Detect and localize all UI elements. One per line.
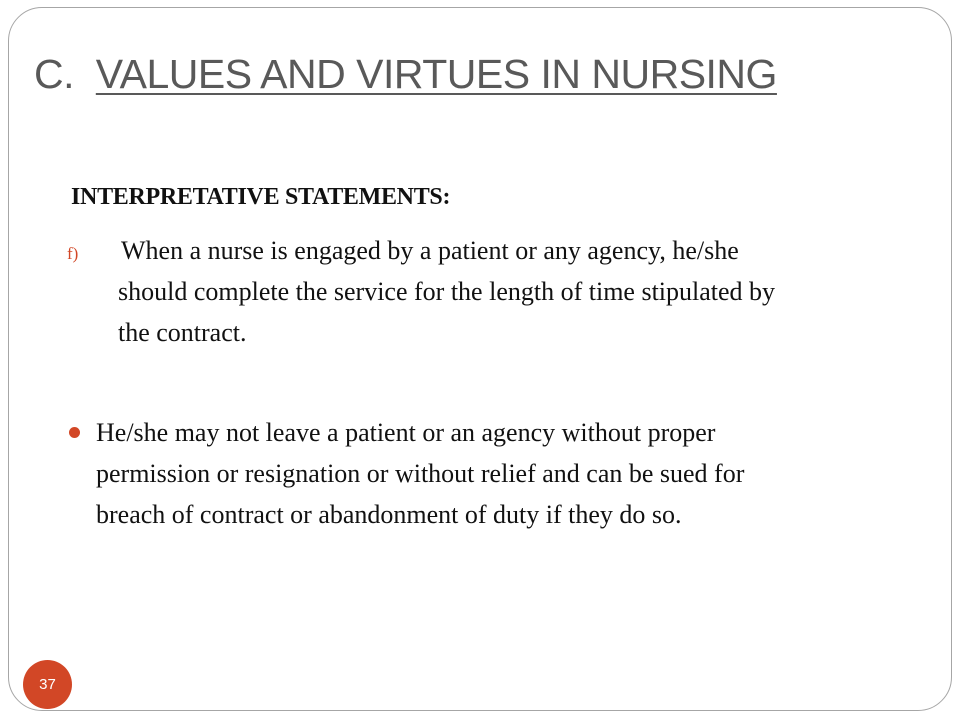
list-item-f bbox=[65, 230, 925, 353]
bullet-dot-icon bbox=[69, 427, 80, 438]
bullet-item bbox=[69, 412, 929, 535]
list-item-f-text bbox=[65, 230, 925, 353]
slide-number-badge: 37 bbox=[23, 660, 72, 709]
list-item-f-line-1: When a nurse is engaged by a patient or any agency, he/she bbox=[121, 236, 739, 265]
bullet-item-line-3: breach of contract or abandonment of duty if they do so. bbox=[96, 500, 682, 529]
title-prefix: C. bbox=[34, 51, 96, 97]
title-text: VALUES AND VIRTUES IN NURSING bbox=[95, 51, 777, 97]
slide-title bbox=[34, 46, 777, 102]
bullet-item-line-1: He/she may not leave a patient or an agency without proper bbox=[96, 418, 716, 447]
list-marker-f: f) bbox=[67, 244, 79, 263]
bullet-item-line-2: permission or resignation or without relief and can be sued for bbox=[96, 459, 745, 488]
list-item-f-line-2: should complete the service for the length of time stipulated by bbox=[118, 277, 776, 306]
bullet-item-text bbox=[69, 412, 929, 535]
slide-frame bbox=[8, 7, 952, 711]
interpretative-statements-heading: INTERPRETATIVE STATEMENTS: bbox=[71, 184, 451, 210]
list-item-f-line-3: the contract. bbox=[118, 318, 247, 347]
